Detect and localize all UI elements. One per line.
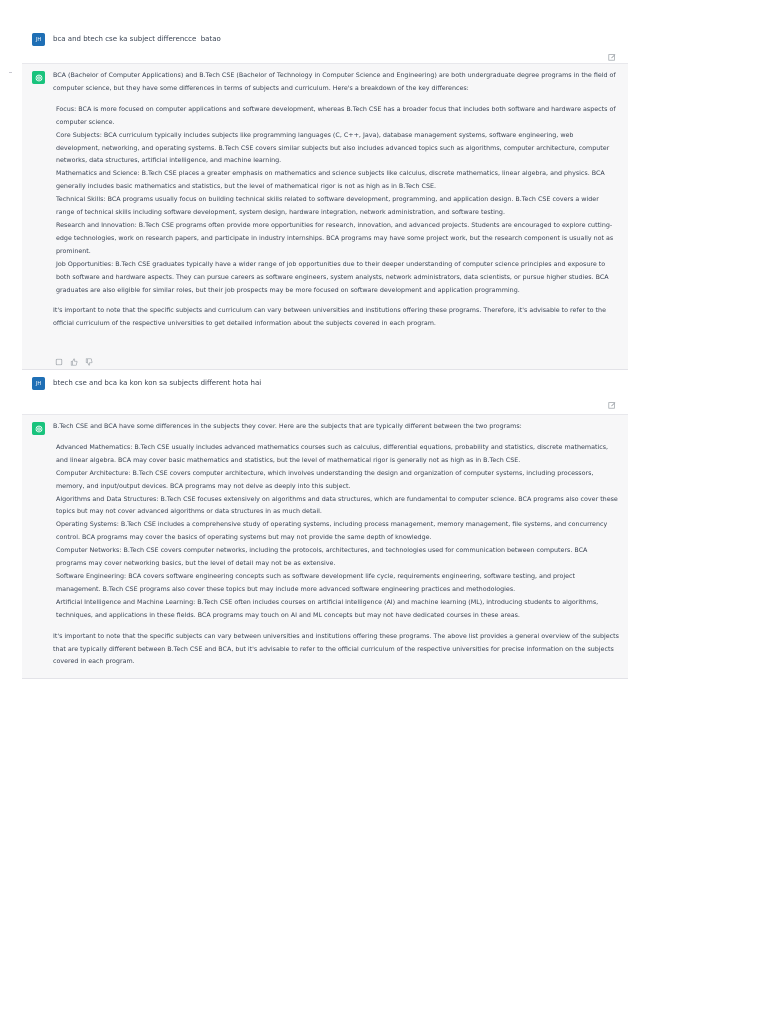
thumbs-down-icon[interactable] — [85, 351, 93, 359]
list-item: Job Opportunities: B.Tech CSE graduates typically have a wider range of job opportunities due to their deeper understanding of computer science principles and exposure to both software and hardware aspects. They can pursue careers as software engineers, system analysts, network administrators, data scientists, or pursue higher studies. BCA graduates are also eligible for similar roles, but their job prospects may be more focused on software development and application programming. — [56, 260, 609, 294]
openai-logo-icon — [32, 71, 45, 84]
list-item: Focus: BCA is more focused on computer applications and software development, whereas B.Tech CSE has a broader focus that includes both software and hardware aspects of computer science. — [56, 105, 616, 126]
user-message-text: bca and btech cse ka subject differencce batao — [53, 35, 221, 43]
assistant-message-content — [53, 70, 619, 331]
list-item: Operating Systems: B.Tech CSE includes a comprehensive study of operating systems, including process management, memory management, file systems, and concurrency control. BCA programs may cover the basics of operating systems but may not provide the same depth of knowledge. — [56, 521, 608, 542]
user-message-text: btech cse and bca ka kon kon sa subjects different hota hai — [53, 379, 262, 387]
difference-list — [56, 104, 619, 298]
list-item: Computer Architecture: B.Tech CSE covers computer architecture, which involves understanding the design and organization of computer systems, including processors, memory, and input/output devices. BCA programs may not delve as deeply into this subject. — [56, 469, 594, 490]
list-item: Software Engineering: BCA covers software engineering concepts such as software development life cycle, requirements engineering, software testing, and project management. B.Tech CSE programs also cover these topics but may include more advanced software engineering practices and methodologies. — [56, 572, 576, 593]
copy-icon[interactable] — [55, 351, 63, 359]
list-item: Technical Skills: BCA programs usually focus on building technical skills related to software development, programming, and application design. B.Tech CSE covers a wider range of technical skills including software development, system design, hardware integration, network administration, and software testing. — [56, 196, 599, 217]
assistant-intro: BCA (Bachelor of Computer Applications) and B.Tech CSE (Bachelor of Technology in Computer Science and Engineering) are both undergraduate degree programs in the field of computer science, but they have some differences in terms of subjects and curriculum. Here's a breakdown of the key differences: — [53, 72, 616, 92]
user-avatar — [32, 33, 45, 46]
list-item: Research and Innovation: B.Tech CSE programs often provide more opportunities for research, innovation, and advanced projects. Students are encouraged to explore cutting-edge technologies, work on research papers, and participate in industry internships. BCA programs may have some project work, but the research component is usually not as prominent. — [56, 221, 614, 255]
user-initials: JH — [35, 36, 42, 43]
assistant-message-1 — [22, 64, 628, 370]
list-item: Computer Networks: B.Tech CSE covers computer networks, including the protocols, architectures, and technologies used for communication between computers. BCA programs may cover networking basics, but the level of detail may not be as extensive. — [56, 547, 588, 568]
thumbs-up-icon[interactable] — [70, 351, 78, 359]
user-message-2 — [22, 370, 628, 415]
assistant-intro: B.Tech CSE and BCA have some differences in the subjects they cover. Here are the subjects that are typically different between the two programs: — [53, 423, 522, 430]
user-initials: JH — [35, 380, 42, 387]
edit-icon[interactable] — [608, 46, 616, 54]
user-message-1 — [22, 26, 628, 64]
assistant-outro: It's important to note that the specific subjects can vary between universities and institutions offering these programs. The above list provides a general overview of the subjects that are typically different between B.Tech CSE and BCA, but it's advisable to refer to the official curriculum of the respective universities for precise information on the subjects covered in each program. — [53, 632, 619, 666]
list-item: Algorithms and Data Structures: B.Tech CSE focuses extensively on algorithms and data structures, which are fundamental to computer science. BCA programs also cover these topics but may not cover advanced algorithms or data structures in as much detail. — [56, 495, 618, 516]
list-item: Mathematics and Science: B.Tech CSE places a greater emphasis on mathematics and science subjects like calculus, discrete mathematics, linear algebra, and physics. BCA generally includes basic mathematics and statistics, but the level of mathematical rigor is not as high as in B.Tech CSE. — [56, 170, 605, 191]
list-item: Artificial Intelligence and Machine Learning: B.Tech CSE often includes courses on artificial intelligence (AI) and machine learning (ML), introducing students to algorithms, techniques, and applications in these fields. BCA programs may touch on AI and ML concepts but may not have dedicated courses in these areas. — [56, 598, 599, 619]
user-avatar — [32, 377, 45, 390]
edit-icon[interactable] — [608, 394, 616, 402]
message-divider-mark — [9, 72, 12, 73]
list-item: Core Subjects: BCA curriculum typically includes subjects like programming languages (C, C++, Java), database management systems, software engineering, web development, networking, and operating systems. B.Tech CSE covers similar subjects but also includes advanced topics such as algorithms, computer architecture, computer networks, data structures, artificial intelligence, and machine learning. — [56, 131, 610, 165]
subject-difference-list — [56, 442, 619, 623]
assistant-message-content — [53, 421, 619, 669]
chat-page — [0, 26, 768, 1024]
assistant-outro: It's important to note that the specific subjects and curriculum can vary between universities and institutions offering these programs. Therefore, it's advisable to refer to the official curriculum of the respective universities to get detailed information about the subjects covered in each program. — [53, 307, 606, 328]
openai-logo-icon — [32, 422, 45, 435]
message-actions — [55, 351, 93, 359]
assistant-message-2 — [22, 415, 628, 679]
list-item: Advanced Mathematics: B.Tech CSE usually includes advanced mathematics courses such as calculus, differential equations, probability and statistics, discrete mathematics, and linear algebra. BCA may cover basic mathematics and statistics, but the level of mathematical rigor is generally not as high as in B.Tech CSE. — [56, 443, 609, 464]
